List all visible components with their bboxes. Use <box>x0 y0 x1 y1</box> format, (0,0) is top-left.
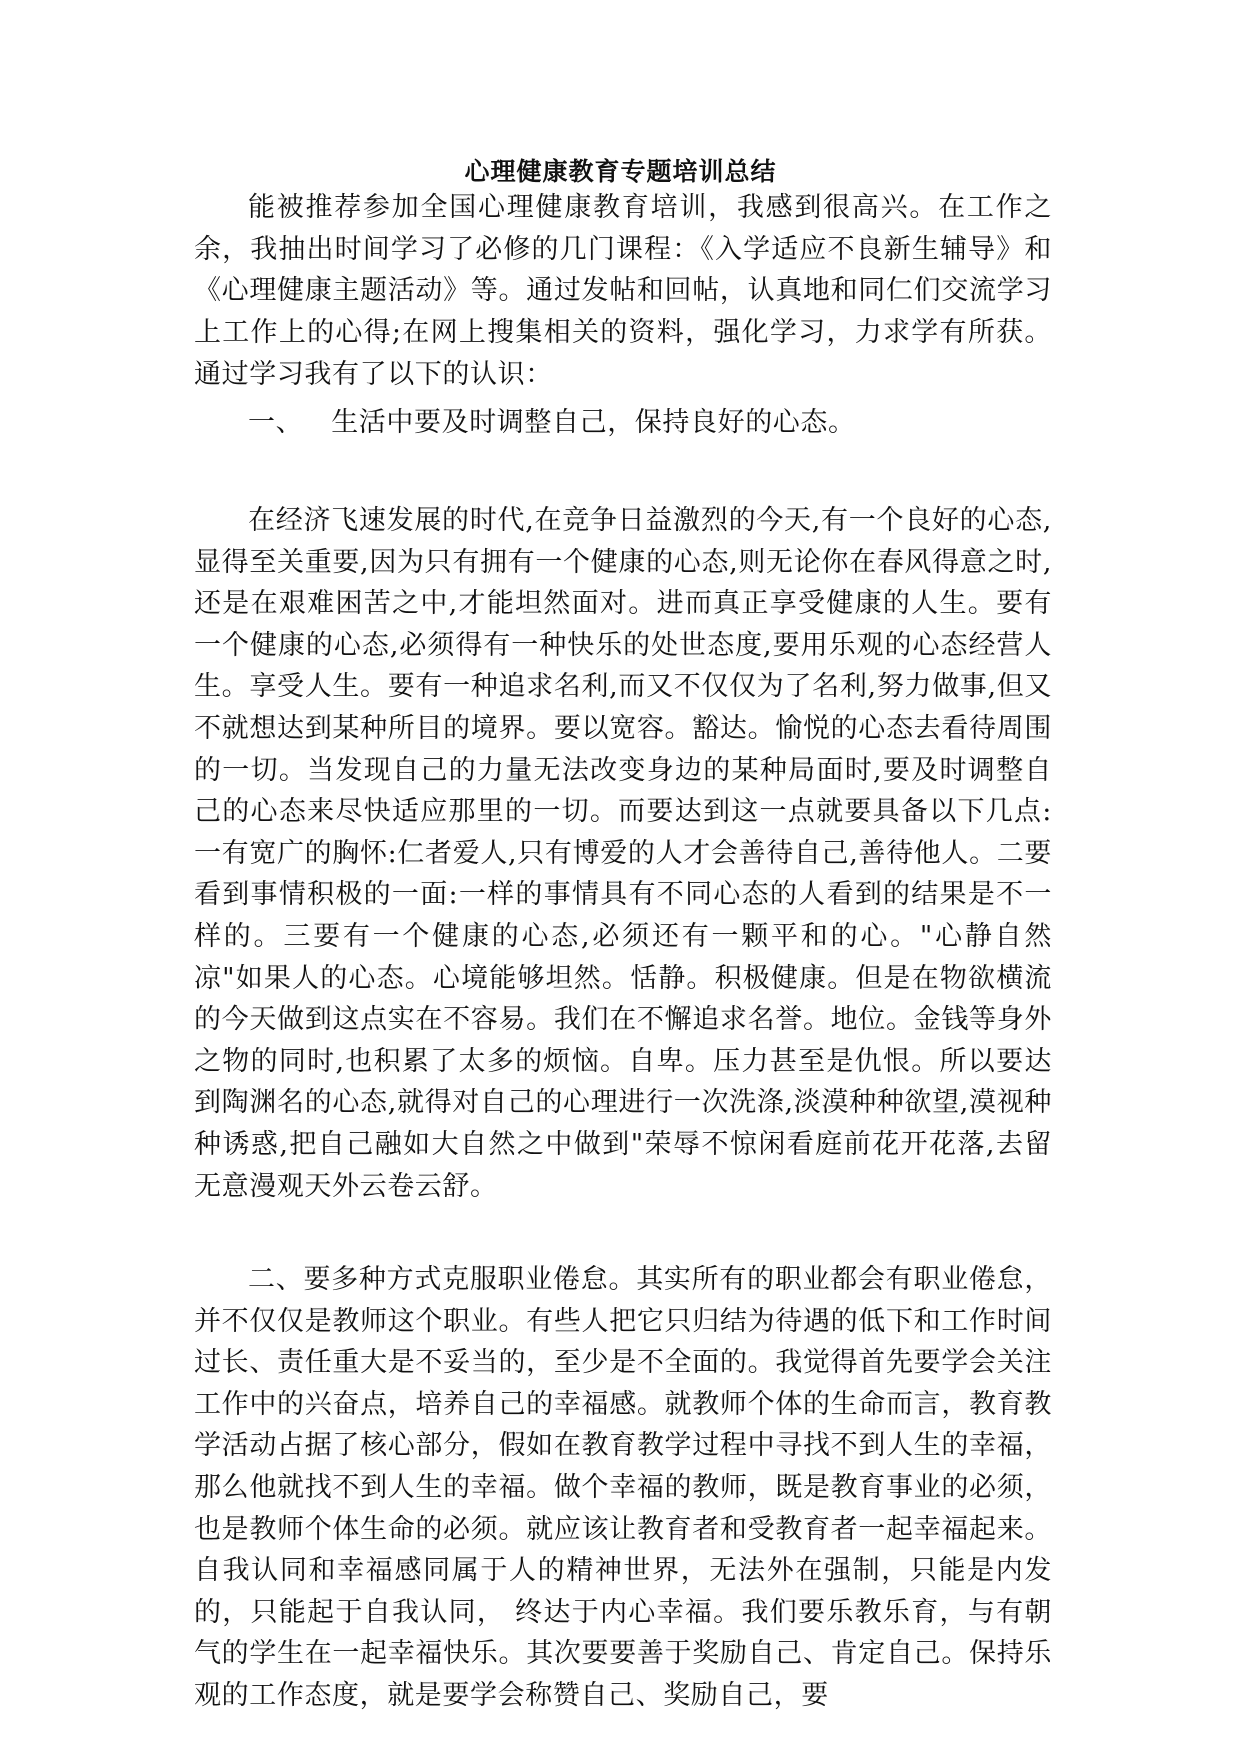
section-heading-1 <box>248 402 856 444</box>
section-heading-text: 生活中要及时调整自己，保持良好的心态。 <box>331 407 856 438</box>
body-paragraph-attitude: 在经济飞速发展的时代,在竞争日益激烈的今天,有一个良好的心态,显得至关重要,因为只有拥有一个健康的心态,则无论你在春风得意之时,还是在艰难困苦之中,才能坦然面对。进而真正享受健康的人生。要有一个健康的心态,必须得有一种快乐的处世态度,要用乐观的心态经营人生。享受人生。要有一种追求名利,而又不仅仅为了名利,努力做事,但又不就想达到某种所目的境界。要以宽容。豁达。愉悦的心态去看待周围的一切。当发现自己的力量无法改变身边的某种局面时,要及时调整自己的心态来尽快适应那里的一切。而要达到这一点就要具备以下几点:一有宽广的胸怀:仁者爱人,只有博爱的人才会善待自己,善待他人。二要看到事情积极的一面:一样的事情具有不同心态的人看到的结果是不一样的。三要有一个健康的心态,必须还有一颗平和的心。"心静自然凉"如果人的心态。心境能够坦然。恬静。积极健康。但是在物欲横流的今天做到这点实在不容易。我们在不懈追求名誉。地位。金钱等身外之物的同时,也积累了太多的烦恼。自卑。压力甚至是仇恨。所以要达到陶渊名的心态,就得对自己的心理进行一次洗涤,淡漠种种欲望,漠视种种诱惑,把自己融如大自然之中做到"荣辱不惊闲看庭前花开花落,去留无意漫观天外云卷云舒。 <box>194 505 1052 1202</box>
body-paragraph-burnout: 二、要多种方式克服职业倦怠。其实所有的职业都会有职业倦怠，并不仅仅是教师这个职业。有些人把它只归结为待遇的低下和工作时间过长、责任重大是不妥当的，至少是不全面的。我觉得首先要学会关注工作中的兴奋点，培养自己的幸福感。就教师个体的生命而言，教育教学活动占据了核心部分，假如在教育教学过程中寻找不到人生的幸福，那么他就找不到人生的幸福。做个幸福的教师，既是教育事业的必须，也是教师个体生命的必须。就应该让教育者和受教育者一起幸福起来。自我认同和幸福感同属于人的精神世界，无法外在强制，只能是内发的，只能起于自我认同， 终达于内心幸福。我们要乐教乐育，与有朝气的学生在一起幸福快乐。其次要要善于奖励自己、肯定自己。保持乐观的工作态度，就是要学会称赞自己、奖励自己，要 <box>194 1264 1052 1711</box>
section-heading-number: 一、 <box>248 407 304 438</box>
intro-paragraph: 能被推荐参加全国心理健康教育培训，我感到很高兴。在工作之余，我抽出时间学习了必修的几门课程：《入学适应不良新生辅导》和《心理健康主题活动》等。通过发帖和回帖，认真地和同仁们交流学习上工作上的心得;在网上搜集相关的资料，强化学习，力求学有所获。通过学习我有了以下的认识： <box>194 192 1052 390</box>
document-title: 心理健康教育专题培训总结 <box>464 157 777 186</box>
